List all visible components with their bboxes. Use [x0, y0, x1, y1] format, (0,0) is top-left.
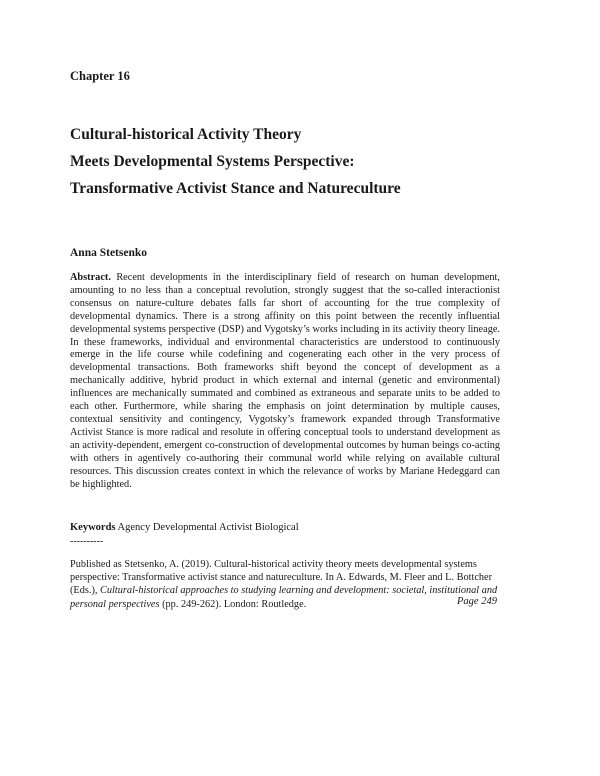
title-line-1: Cultural-historical Activity Theory: [70, 126, 302, 143]
author-name: Anna Stetsenko: [70, 247, 148, 259]
keywords-label: Keywords: [70, 522, 116, 533]
abstract-text: Recent developments in the interdisciplinary field of research on human development, amounting to no less than a conceptual revolution, strongly suggest that the so-called interactionist consensus on nature-culture debates falls far short of accounting for the true complexity of developmental dynamics. There is a strong affinity on this point between the recently influential developmental systems perspective (DSP) and Vygotsky’s works including in its activity theory lineage. In these frameworks, individual and environmental characteristics are understood to continuously emerge in the life course while codefining and cogenerating each other in the very process of developmental transactions. Both frameworks shift beyond the concept of development as a mechanically additive, hybrid product in which external and internal (genetic and environmental) influences are mechanically summated and combined as extraneous and separate units to be added to each other. Furthermore, while sharing the emphasis on joint determination by multiple causes, contextual sensitivity and contingency, Vygotsky’s framework expanded through Transformative Activist Stance is more radical and resolute in offering conceptual tools to understand development as an activity-dependent, emergent co-construction of developmental outcomes by human beings co-acting with others in agentively co-authoring their communal world while relying on available cultural resources. This discussion creates context in which the relevance of works by Mariane Hedeggard can be highlighted.: [70, 272, 500, 490]
title-line-3: Transformative Activist Stance and Natureculture: [70, 180, 401, 197]
separator-line: ----------: [70, 536, 104, 547]
page-number: Page 249: [457, 596, 497, 607]
publication-suffix: (pp. 249-262). London: Routledge.: [159, 598, 307, 610]
publication-prefix: Published as Stetsenko, A. (2019). Cultural-historical activity theory meets developmental systems perspective: Transformative activist stance and natureculture. In A. Edwards, M. Fleer and L. Bottcher (Eds.),: [70, 559, 493, 597]
abstract-paragraph: [70, 272, 500, 491]
abstract-label: Abstract.: [70, 272, 111, 283]
publication-note: [70, 558, 510, 611]
publication-book-title: Cultural-historical approaches to studying learning and development: societal, institutional and personal perspectives: [70, 585, 498, 610]
keywords-line: [70, 522, 299, 533]
chapter-label: Chapter 16: [70, 69, 130, 83]
chapter-title: [70, 121, 540, 202]
title-line-2: Meets Developmental Systems Perspective:: [70, 153, 355, 170]
keywords-text: Agency Developmental Activist Biological: [117, 522, 299, 533]
